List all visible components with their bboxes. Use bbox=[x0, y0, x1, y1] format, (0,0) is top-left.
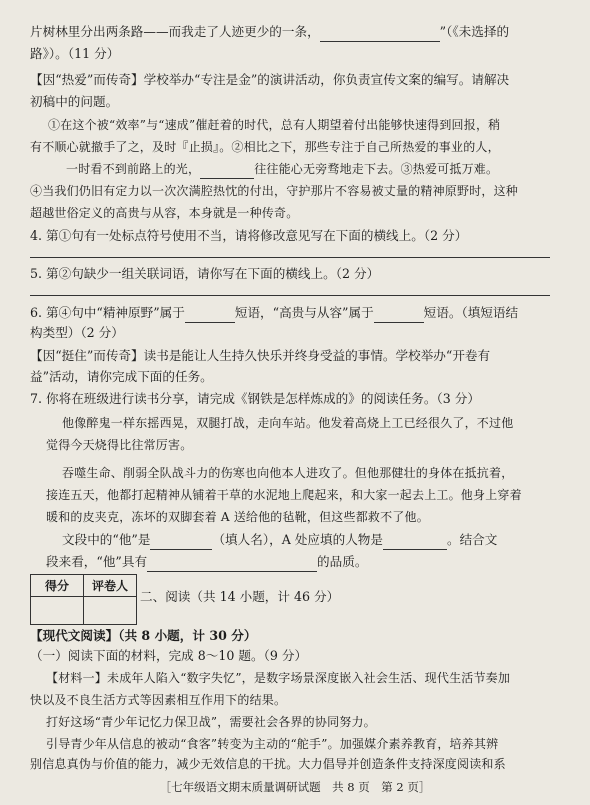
answer-blank[interactable] bbox=[147, 557, 317, 572]
score-cell[interactable] bbox=[31, 597, 84, 625]
reviewer-cell[interactable] bbox=[84, 597, 137, 625]
question-5: 5. 第②句缺少一组关联词语，请你写在下面的横线上。（2 分） bbox=[30, 266, 380, 281]
passage-line: 他像醉鬼一样东摇西晃，双腿打战，走向车站。他发着高烧上工已经很久了，不过他 bbox=[62, 416, 514, 430]
passage-line: 觉得今天烧得比往常厉害。 bbox=[46, 438, 193, 452]
text-line: 构类型）（2 分） bbox=[30, 325, 124, 340]
section-title: 二、阅读（共 14 小题，计 46 分） bbox=[140, 589, 340, 604]
passage-line: 别信息真伪与价值的能力，减少无效信息的干扰。大力倡导并创造条件支持深度阅读和系 bbox=[30, 757, 506, 771]
question-7: 7. 你将在班级进行读书分享，请完成《钢铁是怎样炼成的》的阅读任务。（3 分） bbox=[30, 391, 480, 406]
answer-blank[interactable] bbox=[200, 164, 254, 179]
score-table bbox=[30, 574, 137, 625]
question-6: 6. 第④句中“精神原野”属于 短语，“高贵与从容”属于 短语。（填短语结 bbox=[30, 303, 562, 323]
passage-line: ①在这个被“效率”与“速成”催赶着的时代，总有人期望着付出能够快速得到回报，稍 bbox=[48, 118, 501, 132]
passage-line: 快以及不良生活方式等因素相互作用下的结果。 bbox=[30, 693, 287, 707]
passage-line: 超越世俗定义的高贵与从容，本身就是一种传奇。 bbox=[30, 206, 299, 220]
text-line: 益”活动，请你完成下面的任务。 bbox=[30, 369, 213, 384]
section-intro: 【因“热爱”而传奇】学校举办“专注是金”的演讲活动，你负责宣传文案的编写。请解决 bbox=[30, 72, 510, 87]
passage-line: 【材料一】未成年人陷入“数字失忆”，是数字场景深度嵌入社会生活、现代生活节奏加 bbox=[46, 671, 511, 685]
question-4: 4. 第①句有一处标点符号使用不当，请将修改意见写在下面的横线上。（2 分） bbox=[30, 228, 468, 243]
passage-line: 打好这场“青少年记忆力保卫战”，需要社会各界的协同努力。 bbox=[46, 715, 376, 729]
passage-line: 暖和的皮夹克，冻坏的双脚套着 A 送给他的毡靴，但这些都救不了他。 bbox=[46, 510, 429, 524]
question-7-fill: 段来看，“他”具有 的品质。 bbox=[46, 552, 562, 572]
page-footer: ［七年级语文期末质量调研试题 共 8 页 第 2 页］ bbox=[159, 780, 431, 794]
subsection-title: 【现代文阅读】（共 8 小题，计 30 分） bbox=[30, 628, 257, 643]
answer-blank[interactable] bbox=[150, 535, 212, 550]
section-intro: 【因“挺住”而传奇】读书是能让人生持久快乐并终身受益的事情。学校举办“开卷有 bbox=[30, 348, 491, 363]
answer-blank[interactable] bbox=[383, 535, 447, 550]
passage-line: 有不顺心就撤手了之，及时『止损』。②相比之下，那些专注于自己所热爱的事业的人， bbox=[30, 140, 500, 154]
question-7-fill: 文段中的“他”是 （填人名），A 处应填的人物是 。结合文 bbox=[62, 530, 562, 550]
answer-line[interactable] bbox=[30, 256, 550, 258]
text-line: （一）阅读下面的材料，完成 8～10 题。（9 分） bbox=[30, 648, 308, 663]
passage-line: 接连五天，他都打起精神从铺着干草的水泥地上爬起来，和大家一起去上工。他身上穿着 bbox=[46, 488, 522, 502]
answer-blank[interactable] bbox=[374, 308, 424, 323]
score-label: 得分 bbox=[31, 575, 84, 597]
passage-line: ④当我们仍旧有定力以一次次满腔热忱的付出，守护那片不容易被丈量的精神原野时，这种 bbox=[30, 184, 519, 198]
passage-line: 一时看不到前路上的光， 往往能心无旁骛地走下去。③热爱可抵万难。 bbox=[66, 159, 562, 179]
text-line: 片树林里分出两条路——而我走了人迹更少的一条， ”（《未选择的 bbox=[30, 22, 562, 42]
answer-blank[interactable] bbox=[320, 27, 440, 42]
passage-line: 引导青少年从信息的被动“食客”转变为主动的“舵手”。加强媒介素养教育，培养其辨 bbox=[46, 737, 499, 751]
answer-line[interactable] bbox=[30, 294, 550, 296]
text-line: 路》）。（11 分） bbox=[30, 46, 120, 61]
text-line: 初稿中的问题。 bbox=[30, 94, 119, 109]
reviewer-label: 评卷人 bbox=[84, 575, 137, 597]
answer-blank[interactable] bbox=[185, 308, 235, 323]
passage-line: 吞噬生命、削弱全队战斗力的伤寒也向他本人进攻了。但他那健壮的身体在抵抗着， bbox=[62, 466, 514, 480]
